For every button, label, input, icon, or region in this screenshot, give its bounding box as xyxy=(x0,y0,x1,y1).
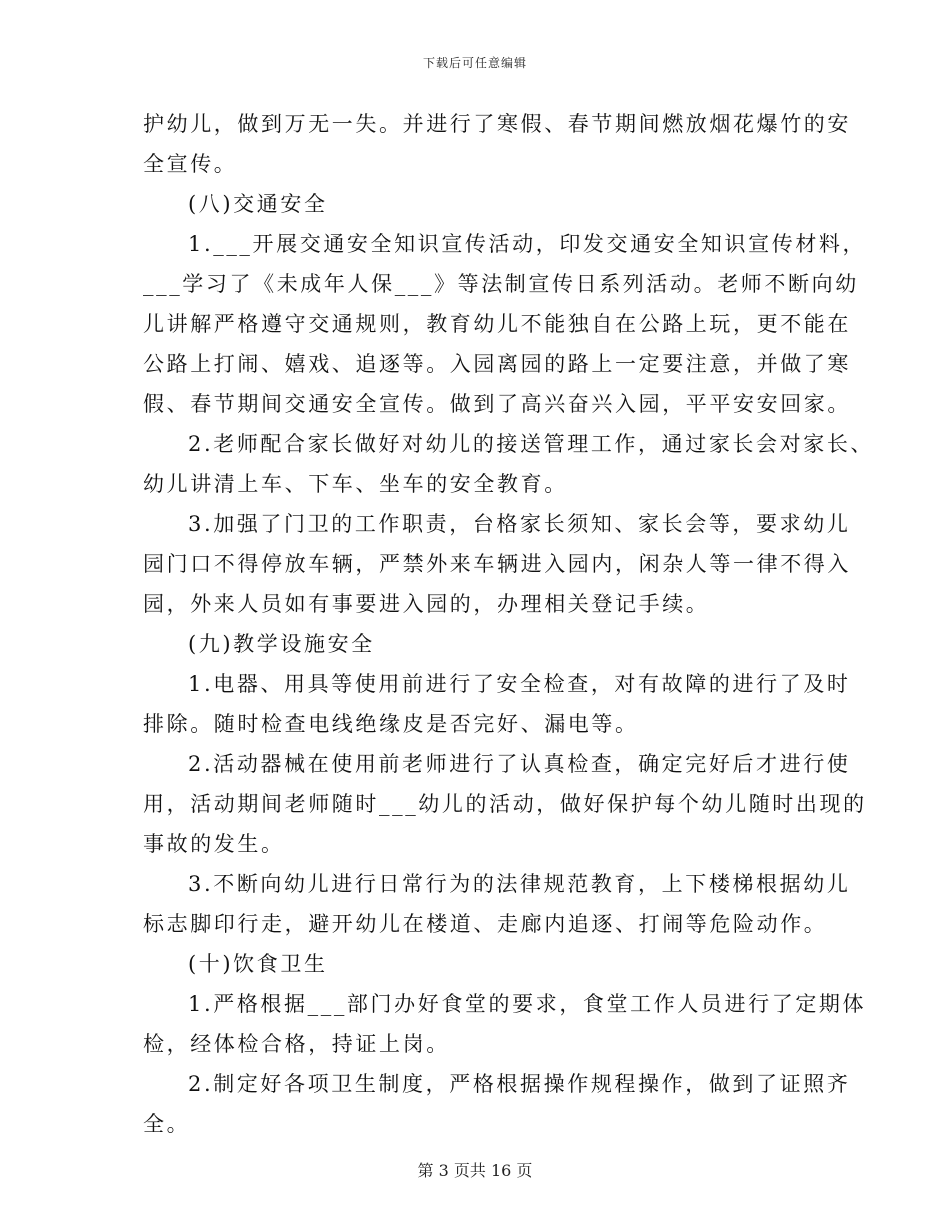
body-line: 1.严格根据___部门办好食堂的要求，食堂工作人员进行了定期体 xyxy=(188,992,867,1016)
body-line: 标志脚印行走，避开幼儿在楼道、走廊内追逐、打闹等危险动作。 xyxy=(143,912,828,936)
body-line: 全。 xyxy=(143,1112,191,1136)
body-line: 公路上打闹、嬉戏、追逐等。入园离园的路上一定要注意，并做了寒 xyxy=(143,352,851,376)
body-line: 假、春节期间交通安全宣传。做到了高兴奋兴入园，平平安安回家。 xyxy=(143,392,851,416)
body-line: 2.老师配合家长做好对幼儿的接送管理工作，通过家长会对家长、 xyxy=(188,432,875,456)
page-header: 下载后可任意编辑 xyxy=(422,56,527,70)
body-line: 用，活动期间老师随时___幼儿的活动，做好保护每个幼儿随时出现的 xyxy=(143,792,867,816)
body-line: 儿讲解严格遵守交通规则，教育幼儿不能独自在公路上玩，更不能在 xyxy=(143,312,851,336)
body-line: 全宣传。 xyxy=(143,152,238,176)
section-heading-teaching-facility-safety: (九)教学设施安全 xyxy=(188,632,375,656)
body-line: 幼儿讲清上车、下车、坐车的安全教育。 xyxy=(143,472,568,496)
body-line: ___学习了《未成年人保___》等法制宣传日系列活动。老师不断向幼 xyxy=(143,272,859,296)
body-line: 1.电器、用具等使用前进行了安全检查，对有故障的进行了及时 xyxy=(188,672,851,696)
body-line: 1.___开展交通安全知识宣传活动，印发交通安全知识宣传材料， xyxy=(188,232,867,256)
body-line: 3.加强了门卫的工作职责，台格家长须知、家长会等，要求幼儿 xyxy=(188,512,851,536)
section-heading-food-hygiene: (十)饮食卫生 xyxy=(188,952,328,976)
body-line: 检，经体检合格，持证上岗。 xyxy=(143,1032,450,1056)
body-line: 事故的发生。 xyxy=(143,832,285,856)
body-line: 3.不断向幼儿进行日常行为的法律规范教育，上下楼梯根据幼儿 xyxy=(188,872,851,896)
page-number-footer: 第 3 页共 16 页 xyxy=(417,1161,533,1180)
body-line: 2.制定好各项卫生制度，严格根据操作规程操作，做到了证照齐 xyxy=(188,1072,851,1096)
section-heading-traffic-safety: (八)交通安全 xyxy=(188,192,328,216)
body-line: 园门口不得停放车辆，严禁外来车辆进入园内，闲杂人等一律不得入 xyxy=(143,552,851,576)
document-body xyxy=(143,104,875,1144)
body-line: 护幼儿，做到万无一失。并进行了寒假、春节期间燃放烟花爆竹的安 xyxy=(143,112,851,136)
body-line: 排除。随时检查电线绝缘皮是否完好、漏电等。 xyxy=(143,712,639,736)
body-line: 2.活动器械在使用前老师进行了认真检查，确定完好后才进行使 xyxy=(188,752,851,776)
body-line: 园，外来人员如有事要进入园的，办理相关登记手续。 xyxy=(143,592,710,616)
